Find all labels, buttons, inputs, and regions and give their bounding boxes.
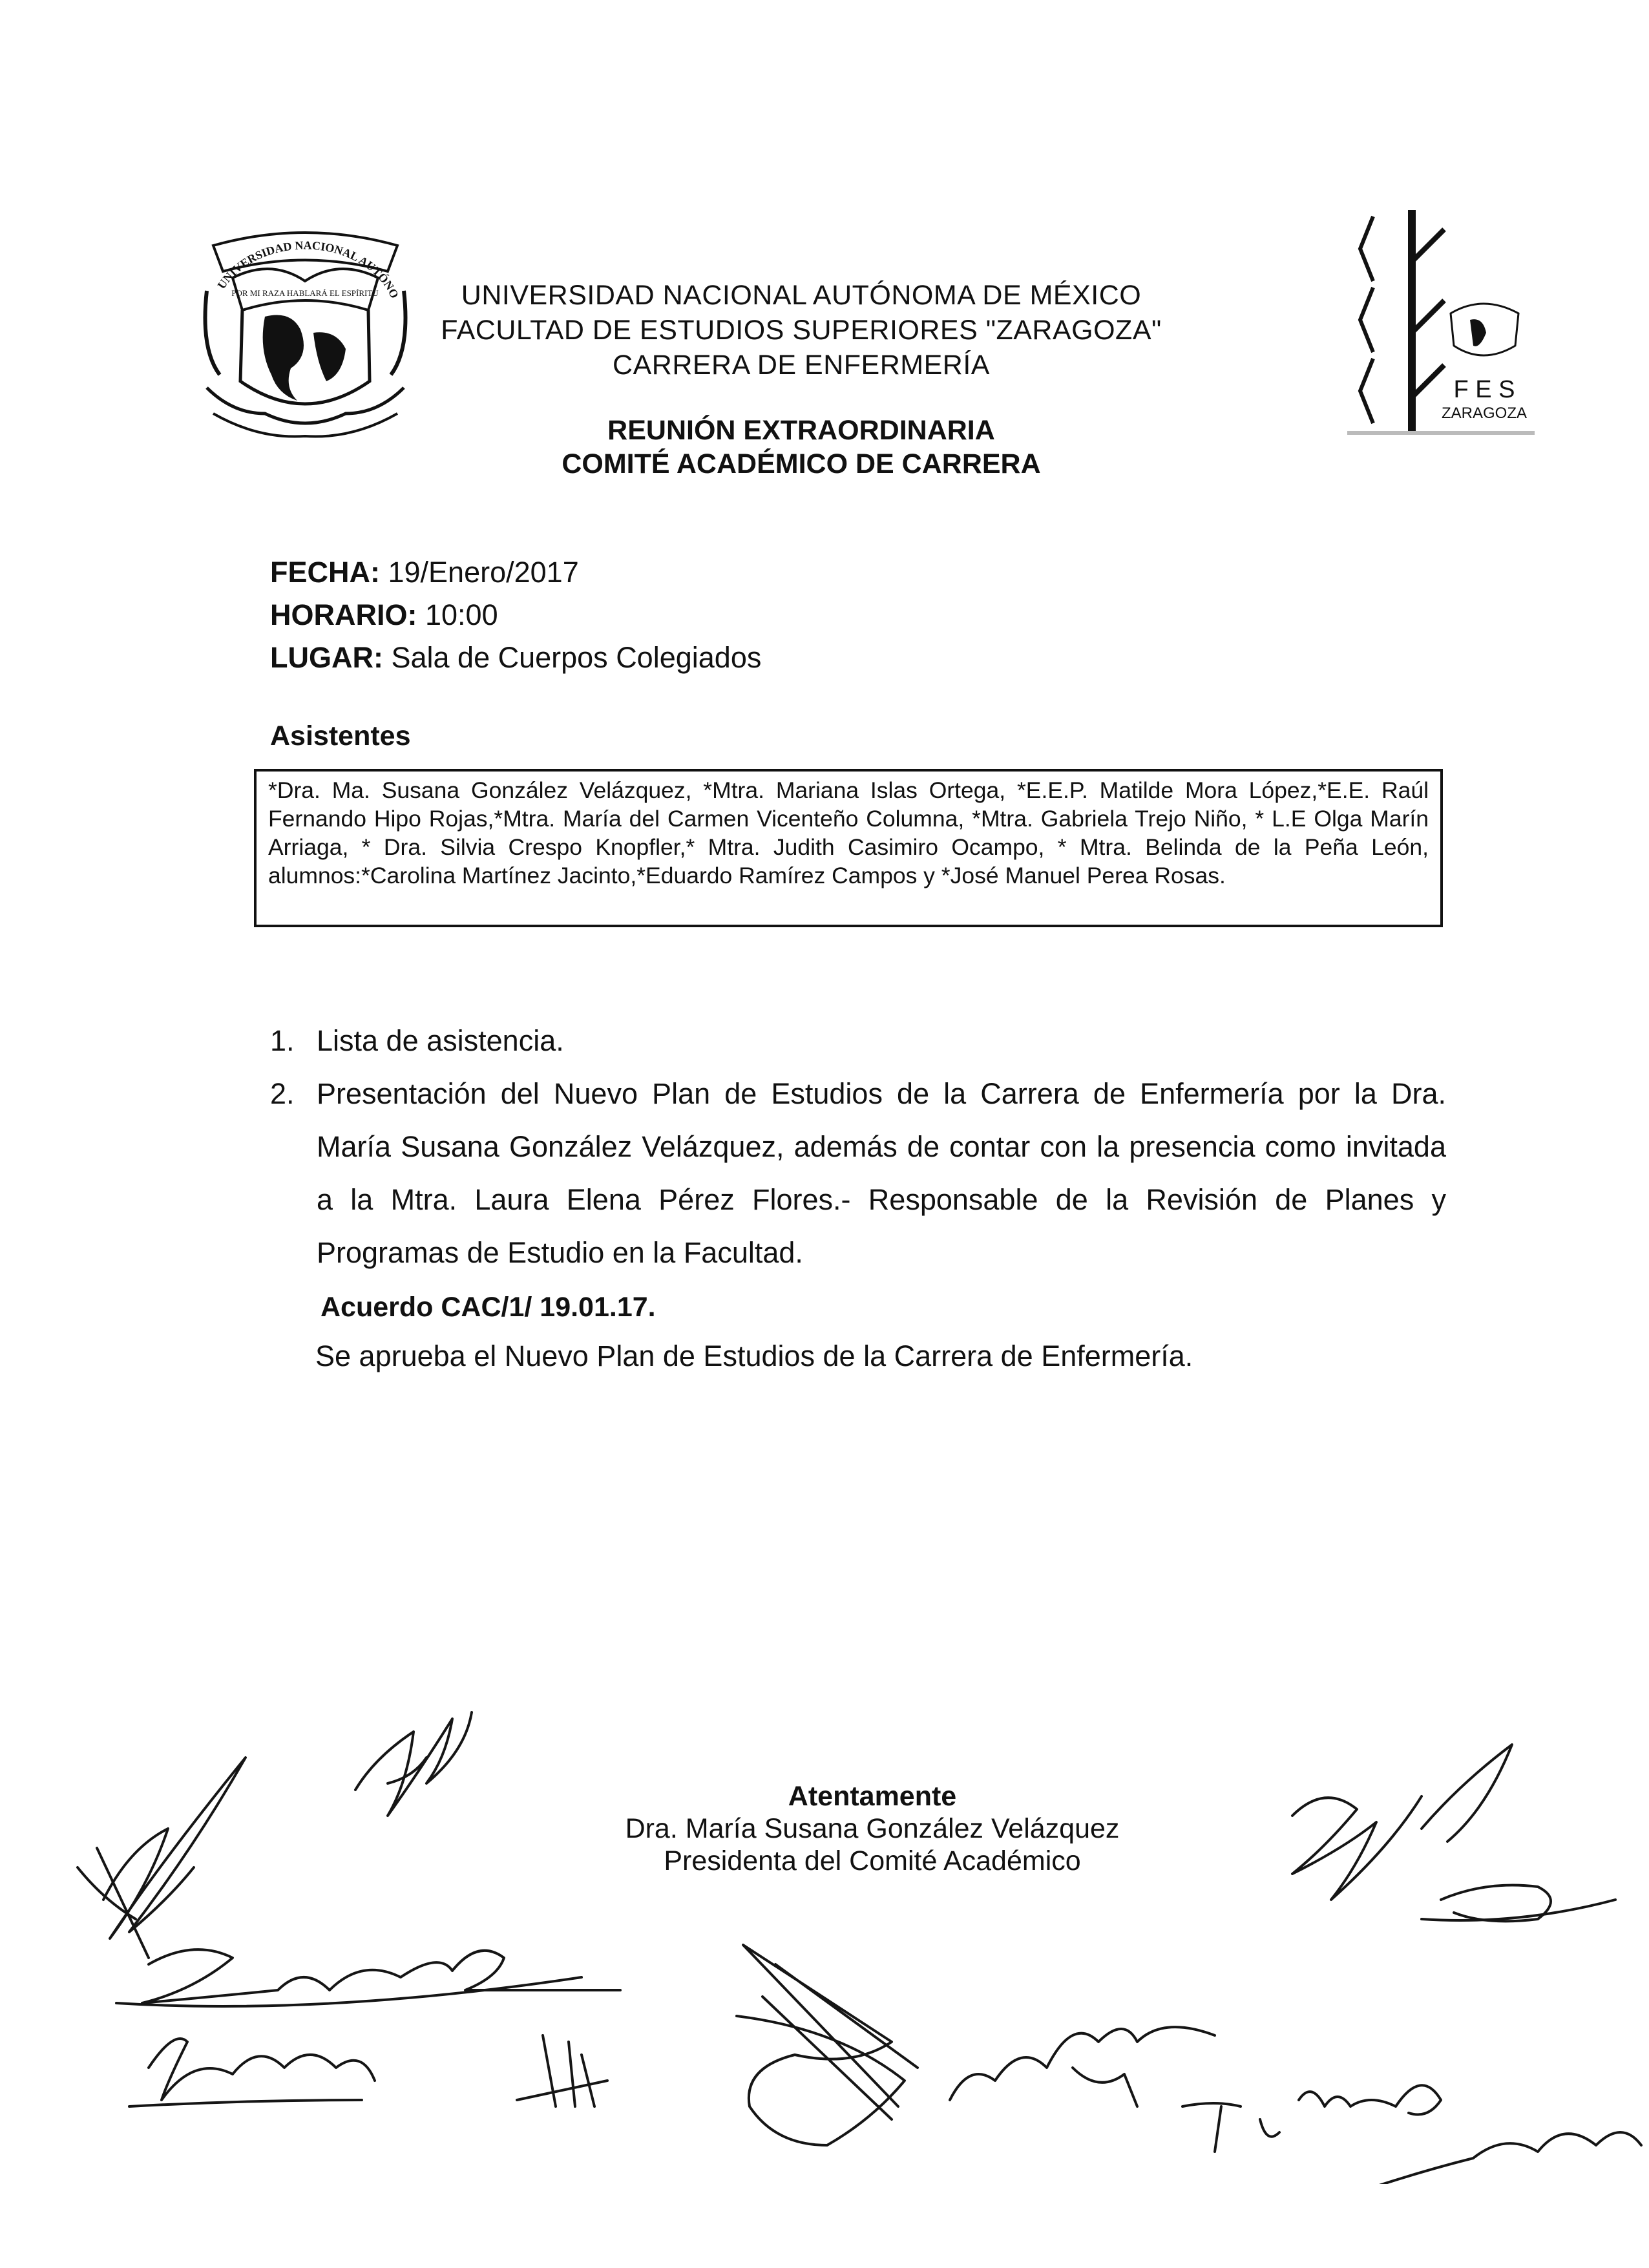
agenda-item-1	[270, 1014, 1446, 1067]
signature-8	[1182, 2085, 1441, 2152]
signature-9	[1292, 1745, 1615, 1921]
institution-header	[362, 278, 1241, 383]
agenda-item-2-number: 2.	[270, 1077, 295, 1110]
signature-4	[129, 2039, 375, 2106]
handwritten-signatures	[0, 1654, 1649, 2184]
svg-text:UNIVERSIDAD NACIONAL AUTÓNOMA: UNIVERSIDAD NACIONAL AUTÓNO	[215, 238, 401, 300]
closing-block	[452, 1780, 1292, 1877]
meeting-title	[362, 414, 1241, 481]
signer-role: Presidenta del Comité Académico	[664, 1845, 1081, 1876]
horario-label: HORARIO:	[270, 598, 417, 631]
signature-silvia	[116, 1949, 620, 2006]
meeting-title-line1: REUNIÓN EXTRAORDINARIA	[607, 415, 995, 446]
agenda-item-2-text: Presentación del Nuevo Plan de Estudios de la Carrera de Enfermería por la Dra. María Susana González Velázquez, además de contar con la presencia como invitada a la Mtra. Laura Elena Pérez Flores.- Responsable de la Revisión de Planes y Programas de Estudio en la Facultad.	[317, 1077, 1446, 1269]
signature-7	[950, 2027, 1215, 2106]
signature-6	[737, 1945, 918, 2145]
meeting-title-line2: COMITÉ ACADÉMICO DE CARRERA	[562, 448, 1041, 479]
signature-5	[517, 2035, 607, 2106]
closing-salutation: Atentamente	[788, 1781, 957, 1812]
attendees-list-box	[254, 769, 1443, 927]
agenda-item-1-text: Lista de asistencia.	[317, 1024, 564, 1057]
svg-text:F E S: F E S	[1453, 376, 1515, 403]
signer-name: Dra. María Susana González Velázquez	[625, 1813, 1120, 1844]
agenda-item-2	[270, 1067, 1446, 1279]
agenda-item-1-number: 1.	[270, 1024, 295, 1057]
lugar-label: LUGAR:	[270, 641, 383, 674]
agenda	[270, 1014, 1446, 1379]
horario-row	[270, 594, 761, 636]
lugar-row	[270, 636, 761, 679]
svg-text:ZARAGOZA: ZARAGOZA	[1441, 404, 1528, 422]
attendees-text: *Dra. Ma. Susana González Velázquez, *Mtra. Mariana Islas Ortega, *E.E.P. Matilde Mora López,*E.E. Raúl Fernando Hipo Rojas,*Mtra. María del Carmen Vicenteño Columna, *Mtra. Gabriela Trejo Niño, * L.E Olga Marín Arriaga, * Dra. Silvia Crespo Knopfler,* Mtra. Judith Casimiro Ocampo, * Mtra. Belinda de la Peña León, alumnos:*Carolina Martínez Jacinto,*Eduardo Ramírez Campos y *José Manuel Perea Rosas.	[268, 777, 1429, 888]
career-name: CARRERA DE ENFERMERÍA	[613, 350, 990, 381]
asistentes-heading: Asistentes	[270, 720, 411, 751]
fecha-row	[270, 551, 761, 594]
acuerdo-reference: Acuerdo CAC/1/ 19.01.17.	[320, 1292, 656, 1323]
signature-10	[1363, 2132, 1641, 2184]
signature-1	[78, 1758, 246, 1958]
horario-value: 10:00	[417, 598, 498, 631]
university-name: UNIVERSIDAD NACIONAL AUTÓNOMA DE MÉXICO	[461, 280, 1142, 311]
meeting-details	[270, 551, 761, 679]
svg-text:POR MI RAZA HABLARÁ EL ESPÍRIT: POR MI RAZA HABLARÁ EL ESPÍRITU	[231, 288, 379, 298]
lugar-value: Sala de Cuerpos Colegiados	[383, 641, 762, 674]
faculty-name: FACULTAD DE ESTUDIOS SUPERIORES "ZARAGOZA"	[441, 315, 1162, 346]
approval-statement: Se aprueba el Nuevo Plan de Estudios de la Carrera de Enfermería.	[315, 1339, 1193, 1372]
fes-zaragoza-logo	[1347, 210, 1535, 443]
fecha-value: 19/Enero/2017	[379, 556, 579, 589]
fecha-label: FECHA:	[270, 556, 380, 589]
